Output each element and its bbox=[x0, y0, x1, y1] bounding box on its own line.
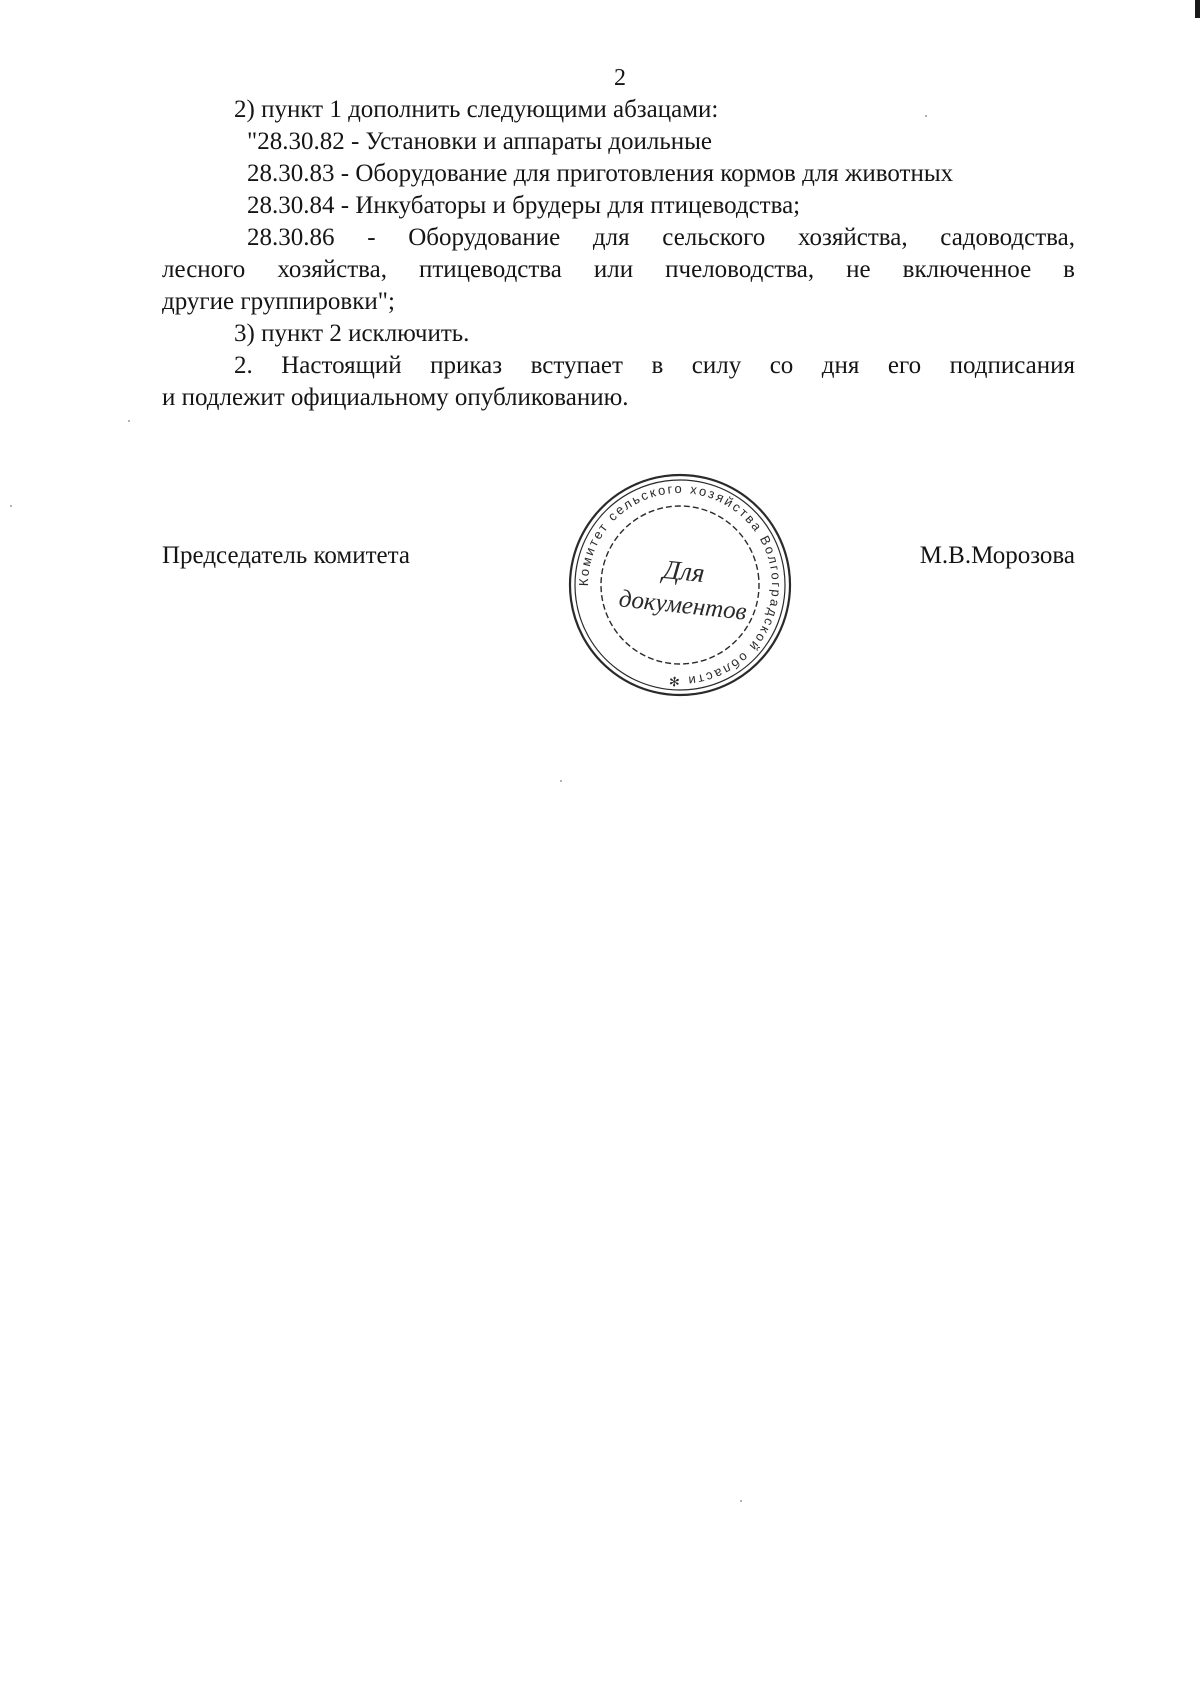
code-line-28-30-86: 28.30.86 - Оборудование для сельского хозяйства, садоводства, bbox=[247, 224, 1075, 251]
scan-edge-mark bbox=[1195, 0, 1200, 18]
paragraph-item-3: 3) пункт 2 исключить. bbox=[234, 320, 470, 347]
official-seal-stamp bbox=[565, 470, 795, 700]
code-line-28-30-82: "28.30.82 - Установки и аппараты доильные bbox=[247, 128, 713, 155]
scan-speck bbox=[560, 780, 562, 782]
code-line-28-30-86-end: другие группировки"; bbox=[162, 288, 395, 315]
page-number: 2 bbox=[614, 65, 626, 91]
paragraph-effective-date-cont: и подлежит официальному опубликованию. bbox=[162, 384, 629, 411]
seal-center-line-2: документов bbox=[617, 585, 748, 626]
code-line-28-30-83: 28.30.83 - Оборудование для приготовления кормов для животных bbox=[247, 160, 954, 187]
scan-speck bbox=[925, 115, 927, 117]
document-body bbox=[162, 94, 1075, 414]
signatory-title: Председатель комитета bbox=[162, 542, 410, 569]
scan-speck bbox=[128, 420, 130, 422]
code-line-28-30-84: 28.30.84 - Инкубаторы и брудеры для птицеводства; bbox=[247, 192, 801, 219]
scan-speck bbox=[10, 505, 12, 507]
signatory-name: М.В.Морозова bbox=[919, 542, 1075, 569]
seal-center-line-1: Для bbox=[661, 553, 707, 589]
code-line-28-30-86-cont: лесного хозяйства, птицеводства или пчеловодства, не включенное в bbox=[162, 256, 1075, 283]
scan-speck bbox=[740, 1500, 742, 1502]
paragraph-item-2: 2) пункт 1 дополнить следующими абзацами: bbox=[234, 96, 719, 123]
paragraph-effective-date: 2. Настоящий приказ вступает в силу со дня его подписания bbox=[234, 352, 1075, 379]
seal-ring-text: Комитет сельского хозяйства Волгоградской области ✻ bbox=[575, 480, 785, 690]
